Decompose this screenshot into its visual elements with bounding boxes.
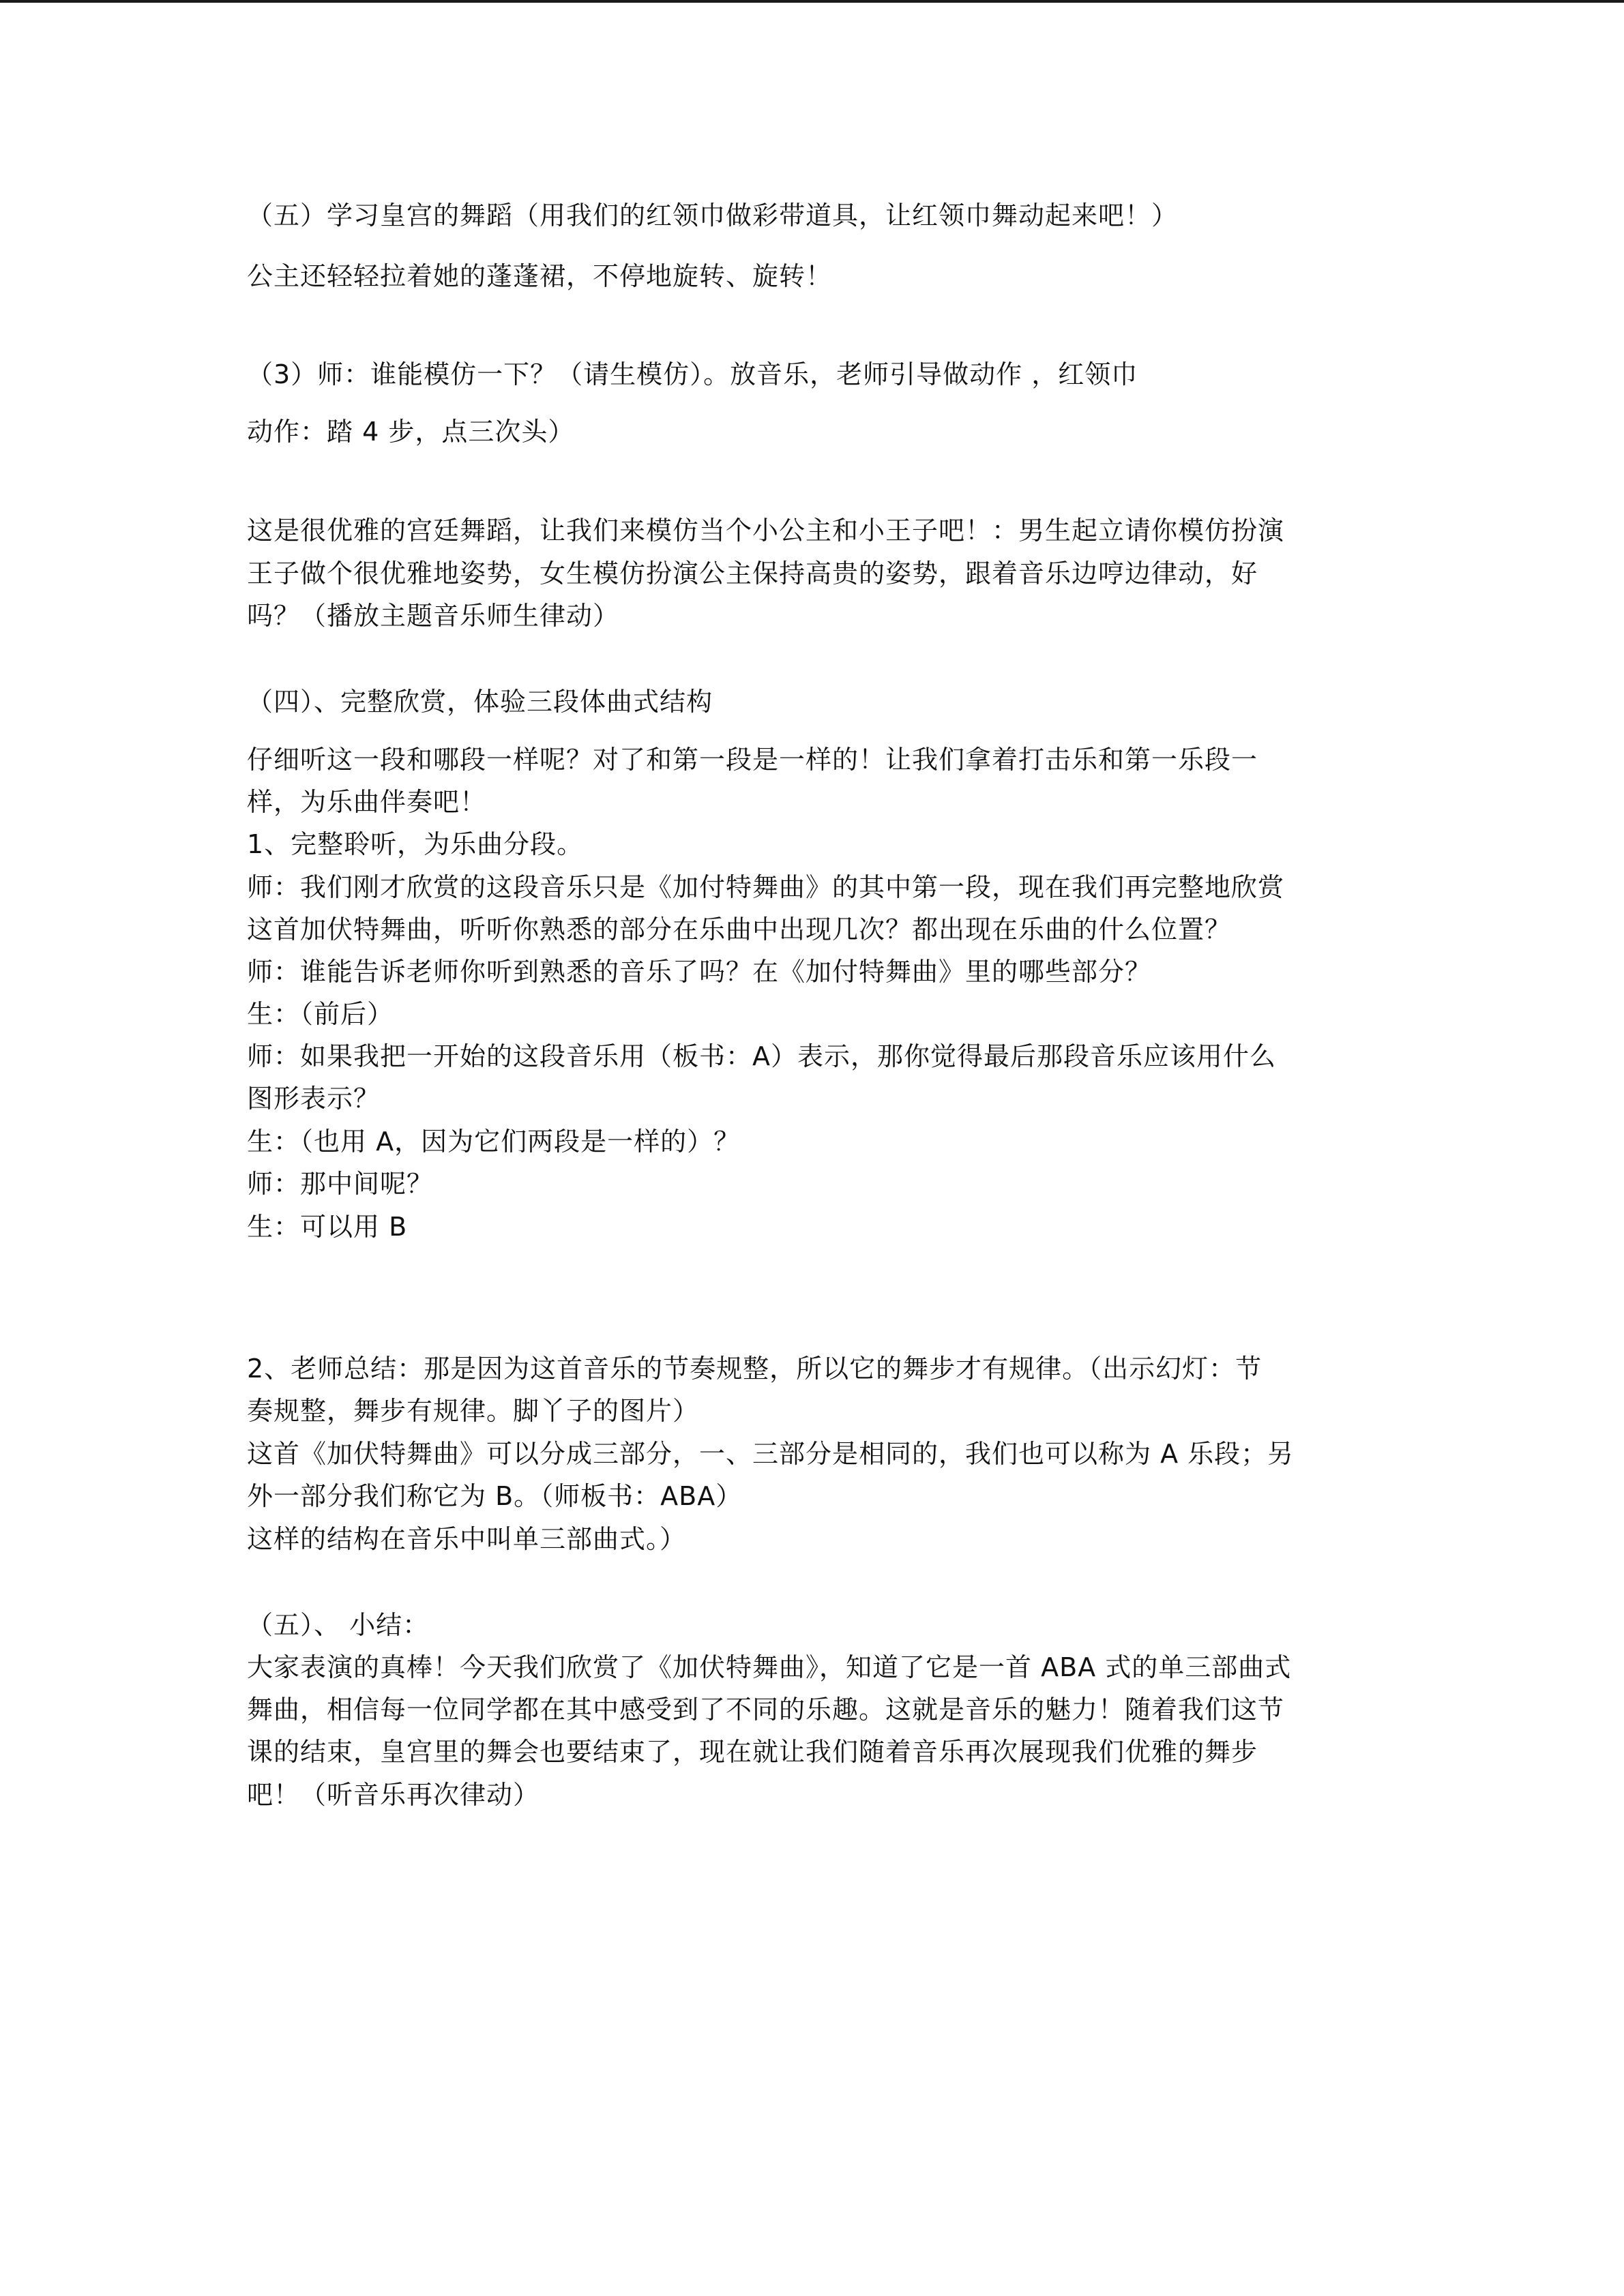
text-line: 样，为乐曲伴奏吧！: [247, 787, 487, 817]
text-line: 师：那中间呢？: [247, 1169, 434, 1199]
text-line: 奏规整，舞步有规律。脚丫子的图片）: [247, 1396, 700, 1426]
text-line: 生：（前后）: [247, 999, 394, 1029]
text-line: 公主还轻轻拉着她的蓬蓬裙，不停地旋转、旋转！: [247, 261, 833, 291]
text-line: 仔细听这一段和哪段一样呢？对了和第一段是一样的！让我们拿着打击乐和第一乐段一: [247, 745, 1258, 775]
text-line: 这首加伏特舞曲，听听你熟悉的部分在乐曲中出现几次？都出现在乐曲的什么位置？: [247, 914, 1232, 944]
text-line: 吗？（播放主题音乐师生律动）: [247, 601, 620, 631]
text-line: （3）师：谁能模仿一下？（请生模仿）。放音乐，老师引导做动作 ，红领巾: [247, 359, 1138, 389]
text-line: 生：可以用 B: [247, 1212, 408, 1242]
text-line: 吧！（听音乐再次律动）: [247, 1780, 540, 1810]
text-line: 王子做个很优雅地姿势，女生模仿扮演公主保持高贵的姿势，跟着音乐边哼边律动，好: [247, 558, 1258, 588]
text-line: 师：我们刚才欣赏的这段音乐只是《加付特舞曲》的其中第一段，现在我们再完整地欣赏: [247, 872, 1285, 902]
text-line: 动作：踏 4 步，点三次头）: [247, 417, 575, 447]
text-line: 课的结束，皇宫里的舞会也要结束了，现在就让我们随着音乐再次展现我们优雅的舞步: [247, 1737, 1258, 1767]
section-heading-full-listening: （四）、完整欣赏，体验三段体曲式结构: [247, 687, 713, 717]
text-line: 生：（也用 A，因为它们两段是一样的）？: [247, 1127, 741, 1157]
text-line: 这首《加伏特舞曲》可以分成三部分，一、三部分是相同的，我们也可以称为 A 乐段；另: [247, 1439, 1295, 1469]
text-line: 大家表演的真棒！今天我们欣赏了《加伏特舞曲》，知道了它是一首 ABA 式的单三部曲式: [247, 1652, 1292, 1682]
text-line: 舞曲，相信每一位同学都在其中感受到了不同的乐趣。这就是音乐的魅力！随着我们这节: [247, 1695, 1285, 1725]
text-line: 师：如果我把一开始的这段音乐用（板书：A）表示，那你觉得最后那段音乐应该用什么: [247, 1041, 1276, 1071]
text-line: 师：谁能告诉老师你听到熟悉的音乐了吗？在《加付特舞曲》里的哪些部分？: [247, 957, 1152, 987]
text-line: 1、完整聆听，为乐曲分段。: [247, 829, 584, 859]
section-heading-palace-dance: （五）学习皇宫的舞蹈（用我们的红领巾做彩带道具，让红领巾舞动起来吧！）: [247, 200, 1179, 230]
text-line: 这样的结构在音乐中叫单三部曲式。）: [247, 1524, 687, 1554]
text-line: 这是很优雅的宫廷舞蹈，让我们来模仿当个小公主和小王子吧！：男生起立请你模仿扮演: [247, 516, 1285, 546]
text-line: 2、老师总结：那是因为这首音乐的节奏规整，所以它的舞步才有规律。（出示幻灯：节: [247, 1354, 1263, 1384]
text-line: 图形表示？: [247, 1084, 381, 1114]
text-line: 外一部分我们称它为 B。（师板书：ABA）: [247, 1481, 743, 1511]
section-heading-summary: （五）、 小结：: [247, 1610, 430, 1640]
